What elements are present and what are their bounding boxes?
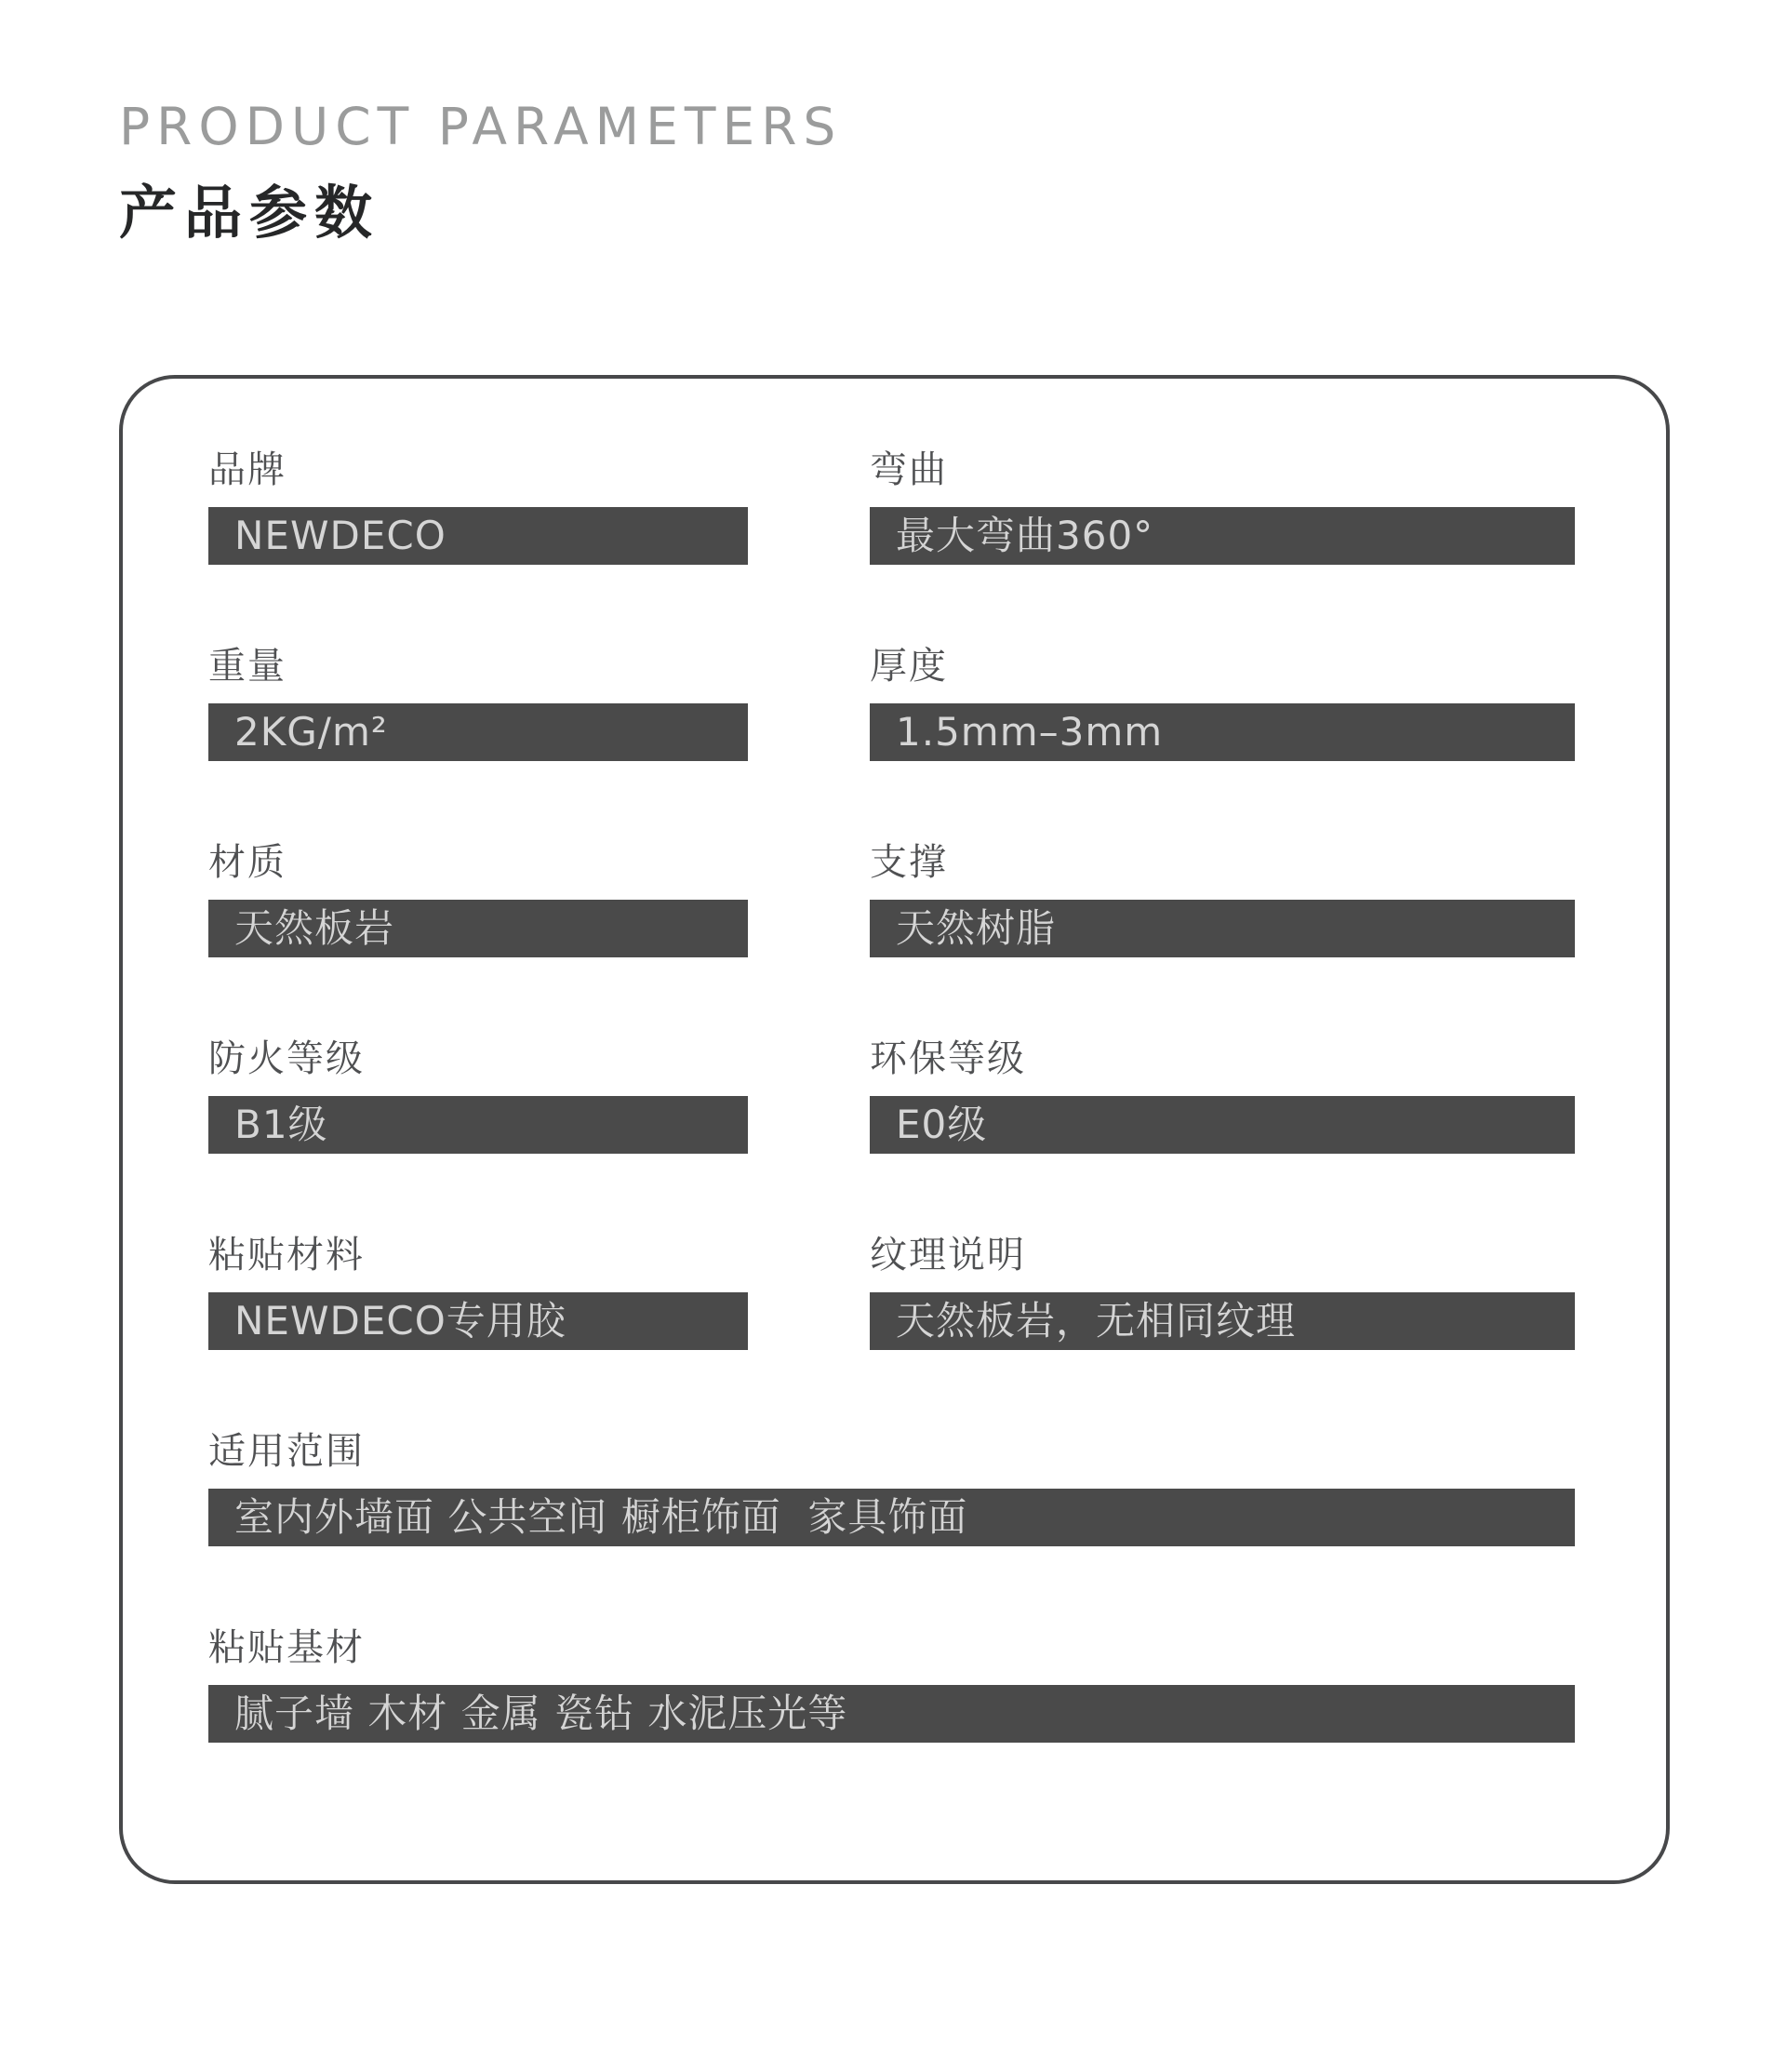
field-label: 重量 [208,645,287,688]
page-title-english: PRODUCT PARAMETERS [119,97,843,156]
field-value: 室内外墙面 公共空间 橱柜饰面 家具饰面 [208,1489,1575,1546]
field-label: 厚度 [870,645,948,688]
field-thickness [870,644,1575,761]
field-value: 天然板岩 [208,900,748,957]
field-value: 2KG/m² [208,703,748,761]
field-weight [208,644,748,761]
field-texture-note [870,1233,1575,1350]
field-value: 腻子墙 木材 金属 瓷钻 水泥压光等 [208,1685,1575,1743]
field-adhesive-material [208,1233,748,1350]
page-header [119,96,842,247]
field-label: 环保等级 [870,1037,1026,1080]
field-value: 1.5mm–3mm [870,703,1575,761]
field-value: 天然板岩，无相同纹理 [870,1292,1575,1350]
field-label: 纹理说明 [870,1234,1026,1277]
field-value: E0级 [870,1096,1575,1154]
field-fire-rating [208,1036,748,1154]
field-value: NEWDECO专用胶 [208,1292,748,1350]
field-value: 最大弯曲360° [870,507,1575,565]
field-bending [870,448,1575,565]
field-label: 材质 [208,841,287,884]
field-label: 弯曲 [870,448,948,491]
field-label: 支撑 [870,841,948,884]
field-value: 天然树脂 [870,900,1575,957]
field-eco-rating [870,1036,1575,1154]
field-brand [208,448,748,565]
field-label: 粘贴材料 [208,1234,365,1277]
parameters-grid [208,448,1574,1743]
field-label: 粘贴基材 [208,1626,365,1669]
field-label: 防火等级 [208,1037,365,1080]
field-material [208,840,748,957]
page-title-chinese: 产品参数 [119,179,380,247]
field-applicable-range [208,1429,1575,1546]
field-value: B1级 [208,1096,748,1154]
field-label: 品牌 [208,448,287,491]
field-substrate [208,1625,1575,1743]
field-support [870,840,1575,957]
field-label: 适用范围 [208,1430,365,1473]
field-value: NEWDECO [208,507,748,565]
parameters-panel [119,375,1670,1884]
